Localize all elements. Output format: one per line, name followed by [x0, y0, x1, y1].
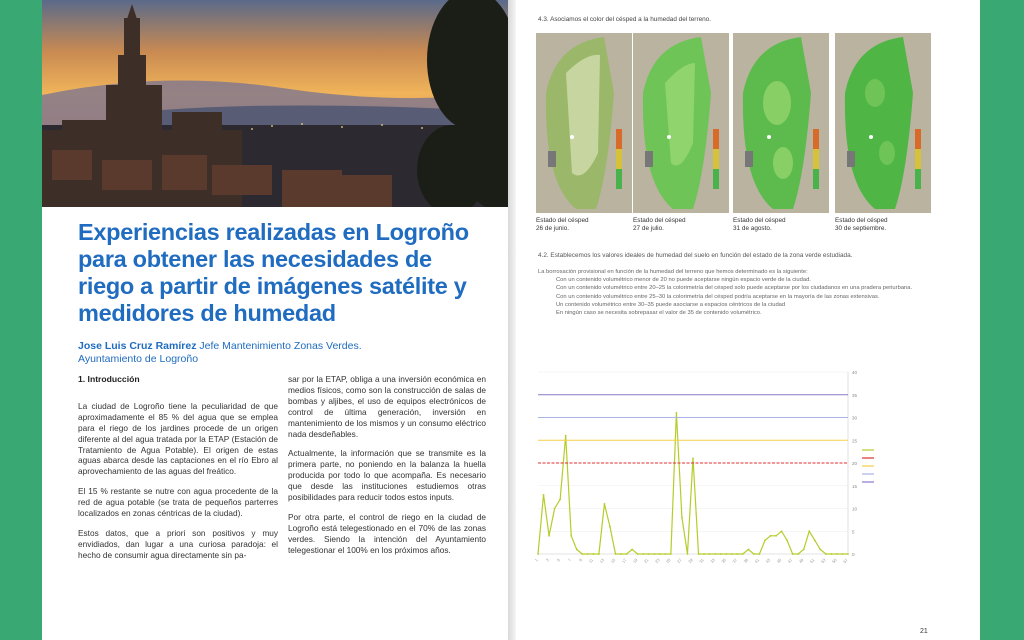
y-tick-label: 20 [852, 461, 858, 466]
y-tick-label: 15 [852, 483, 858, 489]
page-number: 21 [920, 628, 928, 635]
paragraph: Por otra parte, el control de riego en la ciudad de Logroño está telegestionado en el 70% de las zonas verdes. Siendo la intención del Ayuntamiento telegestionar el 100% en los próximos años. [288, 511, 486, 555]
x-tick-label: 41 [753, 557, 761, 565]
data-point [692, 458, 694, 460]
x-tick-label: 15 [609, 557, 617, 565]
data-point [830, 553, 832, 555]
section-heading-4-2: 4.2. Establecemos los valores ideales de humedad del suelo en función del estado de la zona verde estudiada. [538, 252, 853, 259]
left-page [42, 0, 508, 640]
x-tick-label: 49 [797, 557, 805, 565]
x-tick-label: 13 [598, 557, 606, 565]
right-page [516, 0, 980, 640]
data-point [604, 503, 606, 505]
chart-canvas [532, 366, 978, 596]
caption-august: Estado del césped 31 de agosto. [733, 217, 786, 232]
data-point [576, 549, 578, 551]
x-tick-label: 17 [620, 557, 628, 565]
data-point [736, 553, 738, 555]
data-point [792, 553, 794, 555]
data-point [836, 553, 838, 555]
data-point [565, 435, 567, 437]
data-point [797, 553, 799, 555]
x-tick-label: 11 [587, 557, 595, 564]
satellite-image-july [633, 33, 729, 213]
criteria-item: En ningún caso se necesita sobrepasar el valor de 35 de contenido volumétrico. [556, 310, 762, 317]
y-tick-label: 0 [852, 552, 855, 557]
data-point [626, 553, 628, 555]
satellite-image-august [733, 33, 829, 213]
criteria-intro: La borrosación provisional en función de la humedad del terreno que hemos determinado es la siguiente: [538, 269, 808, 275]
data-point [725, 553, 727, 555]
data-point [543, 494, 545, 496]
x-tick-label: 53 [819, 557, 827, 565]
criteria-item: Con un contenido volumétrico entre 20–25 la colorimetría del césped solo puede aceptarse por los ciudadanos en una pradera periurbana. [556, 285, 913, 292]
paragraph: La ciudad de Logroño tiene la peculiaridad de que aproximadamente el 85 % del agua que se emplea para el riego de los jardines procede de un origen diferente al del agua tratada por la ETAP (Estación de Tratamiento de Agua Potable). El origen de estas aguas abarca desde las captaciones en el río Ebro al aprovechamiento de las aguas del freático. [78, 400, 278, 477]
x-tick-label: 29 [687, 557, 694, 565]
data-point [747, 549, 749, 551]
author-role: Jefe Mantenimiento Zonas Verdes. [196, 340, 362, 352]
x-tick-label: 23 [653, 557, 661, 565]
x-tick-label: 45 [775, 557, 783, 565]
data-point [698, 553, 700, 555]
data-point [842, 553, 844, 555]
paragraph: Estos datos, que a priori son positivos y muy envidiados, dan lugar a una curiosa paradoja: el hecho de consumir agua directamente sin pa- [78, 527, 278, 560]
data-point [620, 553, 622, 555]
criteria-item: Con un contenido volumétrico menor de 20 no puede aceptarse ningún espacio verde de la ciudad. [556, 277, 811, 284]
data-point [537, 553, 539, 555]
y-tick-label: 10 [852, 506, 858, 512]
caption-june: Estado del césped 26 de junio. [536, 217, 589, 232]
data-point [808, 530, 810, 532]
data-point [570, 535, 572, 537]
caption-september: Estado del césped 30 de septiembre. [835, 217, 888, 232]
y-tick-label: 35 [852, 392, 858, 398]
data-point [819, 549, 821, 551]
criteria-item: Un contenido volumétrico entre 30–35 puede asociarse a espacios céntricos de la ciudad [556, 301, 786, 308]
x-tick-label: 1 [533, 557, 539, 563]
data-point [786, 539, 788, 541]
author-organization: Ayuntamiento de Logroño [78, 352, 199, 365]
data-point [764, 539, 766, 541]
article-title: Experiencias realizadas en Logroño para obtener las necesidades de riego a partir de imágenes satélite y medidores de humedad [78, 219, 469, 326]
x-tick-label: 47 [786, 557, 794, 565]
section-heading: 1. Introducción [78, 374, 140, 384]
text-column-2 [288, 374, 486, 565]
y-tick-label: 5 [852, 529, 855, 535]
series-line-precipitation [538, 413, 848, 554]
data-point [720, 553, 722, 555]
moisture-chart [532, 366, 978, 596]
data-point [648, 553, 650, 555]
byline [78, 340, 498, 365]
paragraph: El 15 % restante se nutre con agua procedente de la red de agua potable (se trata de pequeños parterres localizados en zonas céntricas de la ciudad). [78, 486, 278, 519]
x-tick-label: 3 [544, 557, 550, 563]
data-point [703, 553, 705, 555]
satellite-image-june [536, 33, 632, 213]
data-point [637, 553, 639, 555]
x-tick-label: 33 [709, 557, 716, 565]
author-name: Jose Luis Cruz Ramírez [78, 340, 197, 352]
moisture-criteria [538, 268, 958, 317]
data-point [548, 535, 550, 537]
data-point [659, 553, 661, 555]
data-point [681, 517, 683, 519]
data-point [814, 539, 816, 541]
x-tick-label: 21 [642, 557, 650, 565]
x-tick-label: 55 [831, 557, 838, 565]
data-point [753, 553, 755, 555]
data-point [581, 553, 583, 555]
x-tick-label: 9 [577, 557, 584, 563]
x-tick-label: 7 [566, 557, 572, 563]
x-tick-label: 19 [631, 557, 639, 565]
y-tick-label: 40 [852, 370, 858, 375]
data-point [714, 553, 716, 555]
data-point [631, 549, 633, 551]
section-heading-4-3: 4.3. Asociamos el color del césped a la humedad del terreno. [538, 16, 712, 23]
data-point [759, 553, 761, 555]
x-tick-label: 51 [808, 557, 816, 565]
data-point [847, 553, 849, 555]
data-point [781, 530, 783, 532]
data-point [615, 553, 617, 555]
data-point [559, 499, 561, 501]
satellite-image-row [536, 33, 960, 232]
data-point [709, 553, 711, 555]
y-tick-label: 30 [852, 415, 858, 421]
data-point [609, 526, 611, 528]
x-tick-label: 57 [842, 557, 849, 565]
data-point [803, 549, 805, 551]
data-point [825, 553, 827, 555]
data-point [675, 412, 677, 414]
data-point [670, 553, 672, 555]
data-point [592, 553, 594, 555]
data-point [598, 553, 600, 555]
satellite-image-september [835, 33, 931, 213]
x-tick-label: 35 [720, 557, 727, 565]
x-tick-label: 31 [698, 557, 705, 565]
x-tick-label: 25 [664, 557, 672, 565]
x-tick-label: 37 [731, 557, 739, 565]
data-point [653, 553, 655, 555]
data-point [664, 553, 666, 555]
y-tick-label: 25 [852, 438, 858, 444]
data-point [775, 535, 777, 537]
x-tick-label: 5 [555, 557, 561, 563]
paragraph: sar por la ETAP, obliga a una inversión económica en medios físicos, como son la construcción de salas de bombas y aljibes, el uso de equipos electrónicos de control de última generación, inversión en mantenimiento de los mismos y un consumo eléctrico nada desdeñables. [288, 374, 486, 439]
x-tick-label: 27 [676, 557, 683, 565]
x-tick-label: 39 [742, 557, 750, 565]
paragraph: Actualmente, la información que se transmite es la primera parte, no poniendo en la balanza la huella producida por todo lo que acompaña. Es necesario que desde las instituciones estudiemos otras posibilidades para reducir todos estos inputs. [288, 448, 486, 503]
criteria-item: Con un contenido volumétrico entre 25–30 la colorimetría del césped podría aceptarse en la mayoría de las zonas extensivas. [556, 293, 880, 300]
data-point [770, 535, 772, 537]
data-point [554, 508, 556, 510]
hero-photo [42, 0, 508, 207]
data-point [731, 553, 733, 555]
data-point [742, 553, 744, 555]
x-tick-label: 43 [764, 557, 772, 565]
page-gutter [508, 0, 516, 640]
data-point [687, 553, 689, 555]
text-column-1 [78, 374, 278, 570]
caption-july: Estado del césped 27 de julio. [633, 217, 686, 232]
data-point [587, 553, 589, 555]
data-point [642, 553, 644, 555]
